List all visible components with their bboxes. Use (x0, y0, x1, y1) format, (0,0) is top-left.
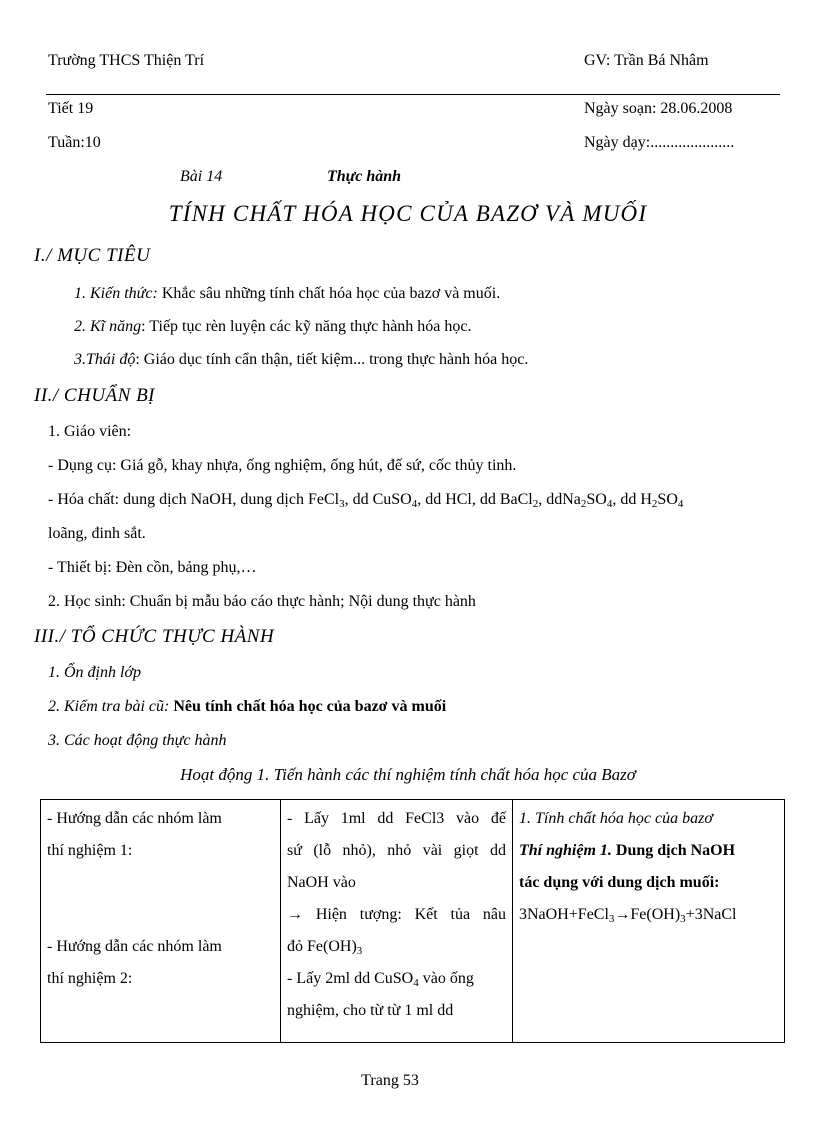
chem-text: SO (657, 491, 678, 508)
lesson-label: Bài 14 (180, 168, 223, 185)
chem-sub: 4 (677, 498, 684, 510)
procedure-line (287, 931, 506, 963)
procedure-line: sứ (lỗ nhỏ), nhỏ vài giọt dd (287, 842, 506, 859)
experiment-label: Thí nghiệm 1. (519, 842, 612, 859)
attitude-text: : Giáo dục tính cẩn thận, tiết kiệm... trong thực hành hóa học. (135, 351, 529, 368)
procedure-line: - Lấy 1ml dd FeCl3 vào đế (287, 810, 506, 827)
reaction-equation (519, 899, 778, 931)
chem-sub: 2 (651, 498, 658, 510)
guidance-line: thí nghiệm 2: (47, 970, 133, 987)
step-class-order: 1. Ổn định lớp (48, 664, 141, 681)
procedure-sub: 4 (413, 977, 419, 989)
chem-text: , ddNa (538, 491, 581, 508)
teacher-guidance-cell (41, 800, 281, 1043)
section-objectives-heading: I./ MỤC TIÊU (34, 245, 151, 266)
procedure-line: → Hiện tượng: Kết tủa nâu (287, 906, 506, 923)
procedure-text: vào ống (418, 970, 474, 987)
page-number: Trang 53 (361, 1072, 419, 1089)
chem-text: , dd CuSO (344, 491, 412, 508)
chem-sub: 2 (580, 498, 587, 510)
experiment-title (519, 835, 778, 867)
week-number: Tuần:10 (48, 134, 101, 151)
guidance-line: - Hướng dẫn các nhóm làm (47, 810, 222, 827)
chem-sub: 4 (606, 498, 613, 510)
lesson-number: Tiết 19 (48, 100, 94, 117)
equation-sub: 3 (608, 913, 615, 925)
procedure-text: - Lấy 2ml dd CuSO (287, 970, 414, 987)
review-label: 2. Kiểm tra bài cũ: (48, 698, 170, 715)
chem-text: SO (586, 491, 607, 508)
guidance-line: - Hướng dẫn các nhóm làm (47, 938, 222, 955)
content-cell (513, 800, 785, 1043)
blank-line (47, 867, 274, 899)
prep-teacher: 1. Giáo viên: (48, 423, 132, 440)
procedure-sub: 3 (356, 945, 363, 957)
equation-text: +3NaCl (685, 906, 737, 923)
chem-sub: 2 (532, 498, 539, 510)
prep-student: 2. Học sinh: Chuẩn bị mẫu báo cáo thực hành; Nội dung thực hành (48, 593, 476, 610)
procedure-line: nghiệm, cho từ từ 1 ml dd (287, 1002, 454, 1019)
prep-equipment: - Thiết bị: Đèn cồn, bảng phụ,… (48, 559, 257, 576)
lesson-type: Thực hành (327, 168, 402, 185)
section-preparation-heading: II./ CHUẨN BỊ (34, 385, 156, 406)
objective-knowledge (74, 285, 500, 303)
experiment-text: Dung dịch NaOH (611, 842, 736, 859)
equation-text: 3NaOH+FeCl (519, 906, 609, 923)
procedure-line (287, 963, 506, 995)
procedure-text: đỏ Fe(OH) (287, 938, 357, 955)
knowledge-label: 1. Kiến thức: (74, 285, 158, 302)
prep-date: Ngày soạn: 28.06.2008 (584, 100, 733, 117)
prep-chemicals-cont: loãng, đinh sắt. (48, 525, 146, 542)
objective-attitude (74, 351, 528, 369)
skill-text: : Tiếp tục rèn luyện các kỹ năng thực hành hóa học. (141, 318, 472, 335)
school-name: Trường THCS Thiện Trí (48, 52, 205, 69)
chem-text: , dd H (612, 491, 652, 508)
equation-text: →Fe(OH) (614, 906, 681, 923)
skill-label: 2. Kĩ năng (74, 318, 142, 335)
blank-line (47, 899, 274, 931)
review-text: Nêu tính chất hóa học của bazơ và muối (169, 698, 447, 715)
procedure-line: NaOH vào (287, 874, 356, 891)
chem-text: - Hóa chất: dung dịch NaOH, dung dịch FeCl (48, 491, 340, 508)
step-review (48, 698, 446, 716)
equation-sub: 3 (680, 913, 686, 925)
guidance-line: thí nghiệm 1: (47, 842, 133, 859)
objective-skill (74, 318, 472, 336)
chem-text: , dd HCl, dd BaCl (417, 491, 533, 508)
prep-tools: - Dụng cụ: Giá gỗ, khay nhựa, ống nghiệm, ống hút, đế sứ, cốc thủy tinh. (48, 457, 517, 474)
prep-chemicals (48, 491, 683, 509)
section-organization-heading: III./ TỔ CHỨC THỰC HÀNH (34, 626, 275, 647)
header-divider (46, 94, 780, 95)
activity-table (40, 799, 785, 1043)
attitude-label: 3.Thái độ (74, 351, 136, 368)
procedure-cell (281, 800, 513, 1043)
chem-sub: 4 (411, 498, 418, 510)
teach-date: Ngày dạy:..................... (584, 134, 735, 151)
chem-sub: 3 (339, 498, 345, 510)
activity-title: Hoạt động 1. Tiến hành các thí nghiệm tính chất hóa học của Bazơ (180, 765, 636, 784)
lesson-title: TÍNH CHẤT HÓA HỌC CỦA BAZƠ VÀ MUỐI (168, 201, 648, 226)
content-heading: 1. Tính chất hóa học của bazơ (519, 810, 713, 827)
teacher-name: GV: Trần Bá Nhâm (584, 52, 709, 69)
experiment-subtitle: tác dụng với dung dịch muối: (519, 874, 720, 891)
table-row (41, 800, 785, 1043)
knowledge-text: Khắc sâu những tính chất hóa học của bazơ và muối. (157, 285, 501, 302)
step-activities: 3. Các hoạt động thực hành (48, 732, 227, 749)
